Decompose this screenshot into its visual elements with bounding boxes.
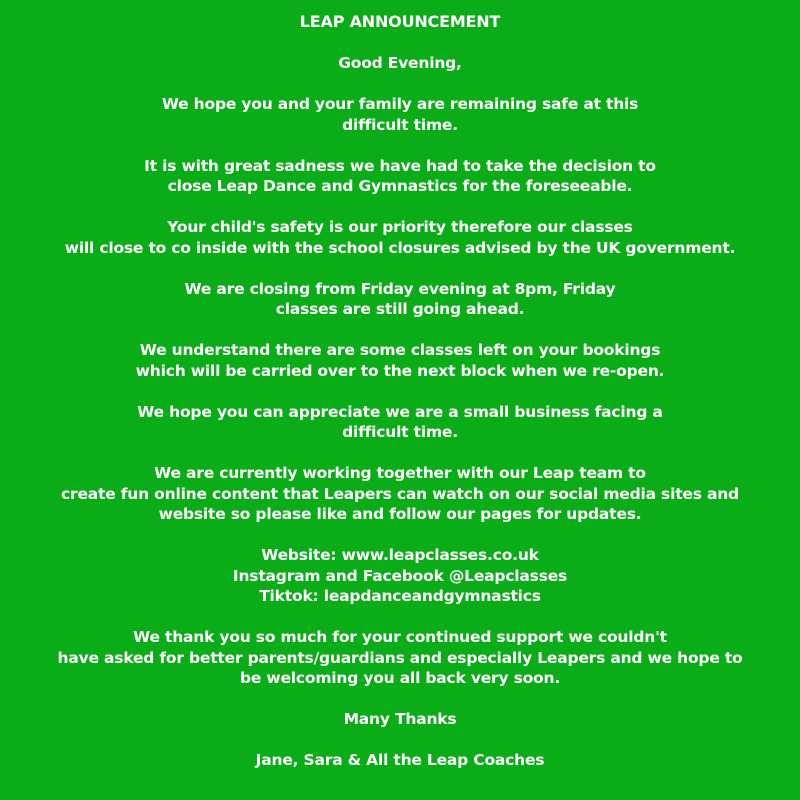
blank-line: [0, 33, 800, 54]
closing-line-3: be welcoming you all back very soon.: [239, 669, 561, 687]
blank-line: [0, 197, 800, 218]
contact-website: Website: www.leapclasses.co.uk: [261, 546, 539, 564]
paragraph-closing-time-line-2: classes are still going ahead.: [275, 300, 525, 318]
greeting: Good Evening,: [338, 54, 462, 72]
contact-tiktok: Tiktok: leapdanceandgymnastics: [259, 587, 541, 605]
closing-line-1: We thank you so much for your continued support we couldn't: [133, 628, 667, 646]
signoff: Many Thanks: [343, 710, 457, 728]
paragraph-closure-line-2: close Leap Dance and Gymnastics for the foreseeable.: [167, 177, 633, 195]
announcement-title: LEAP ANNOUNCEMENT: [299, 12, 501, 31]
paragraph-closure-line-1: It is with great sadness we have had to take the decision to: [144, 156, 656, 175]
paragraph-bookings-line-2: which will be carried over to the next block when we re-open.: [135, 361, 665, 380]
blank-line: [0, 689, 800, 710]
paragraph-safety-line-1: We hope you and your family are remaining safe at this: [161, 95, 639, 113]
blank-line: [0, 607, 800, 628]
paragraph-safety-line-2: difficult time.: [342, 115, 458, 134]
blank-line: [0, 135, 800, 156]
paragraph-business-line-1: We hope you can appreciate we are a small business facing a: [137, 402, 663, 421]
contact-social: Instagram and Facebook @Leapclasses: [232, 566, 568, 585]
blank-line: [0, 74, 800, 95]
paragraph-online-line-1: We are currently working together with our Leap team to: [154, 464, 646, 482]
paragraph-priority-line-2: will close to co inside with the school closures advised by the UK government.: [64, 238, 736, 257]
signature: Jane, Sara & All the Leap Coaches: [255, 751, 545, 769]
announcement-body: [0, 12, 800, 771]
paragraph-closing-time-line-1: We are closing from Friday evening at 8pm, Friday: [184, 279, 616, 298]
blank-line: [0, 443, 800, 464]
paragraph-priority-line-1: Your child's safety is our priority therefore our classes: [167, 218, 633, 236]
blank-line: [0, 320, 800, 341]
blank-line: [0, 381, 800, 402]
paragraph-business-line-2: difficult time.: [342, 423, 458, 441]
paragraph-online-line-3: website so please like and follow our pages for updates.: [158, 505, 642, 523]
closing-line-2: have asked for better parents/guardians and especially Leapers and we hope to: [57, 648, 743, 667]
blank-line: [0, 258, 800, 279]
paragraph-bookings-line-1: We understand there are some classes left on your bookings: [139, 341, 661, 359]
paragraph-online-line-2: create fun online content that Leapers can watch on our social media sites and: [61, 484, 739, 503]
blank-line: [0, 730, 800, 751]
blank-line: [0, 525, 800, 546]
